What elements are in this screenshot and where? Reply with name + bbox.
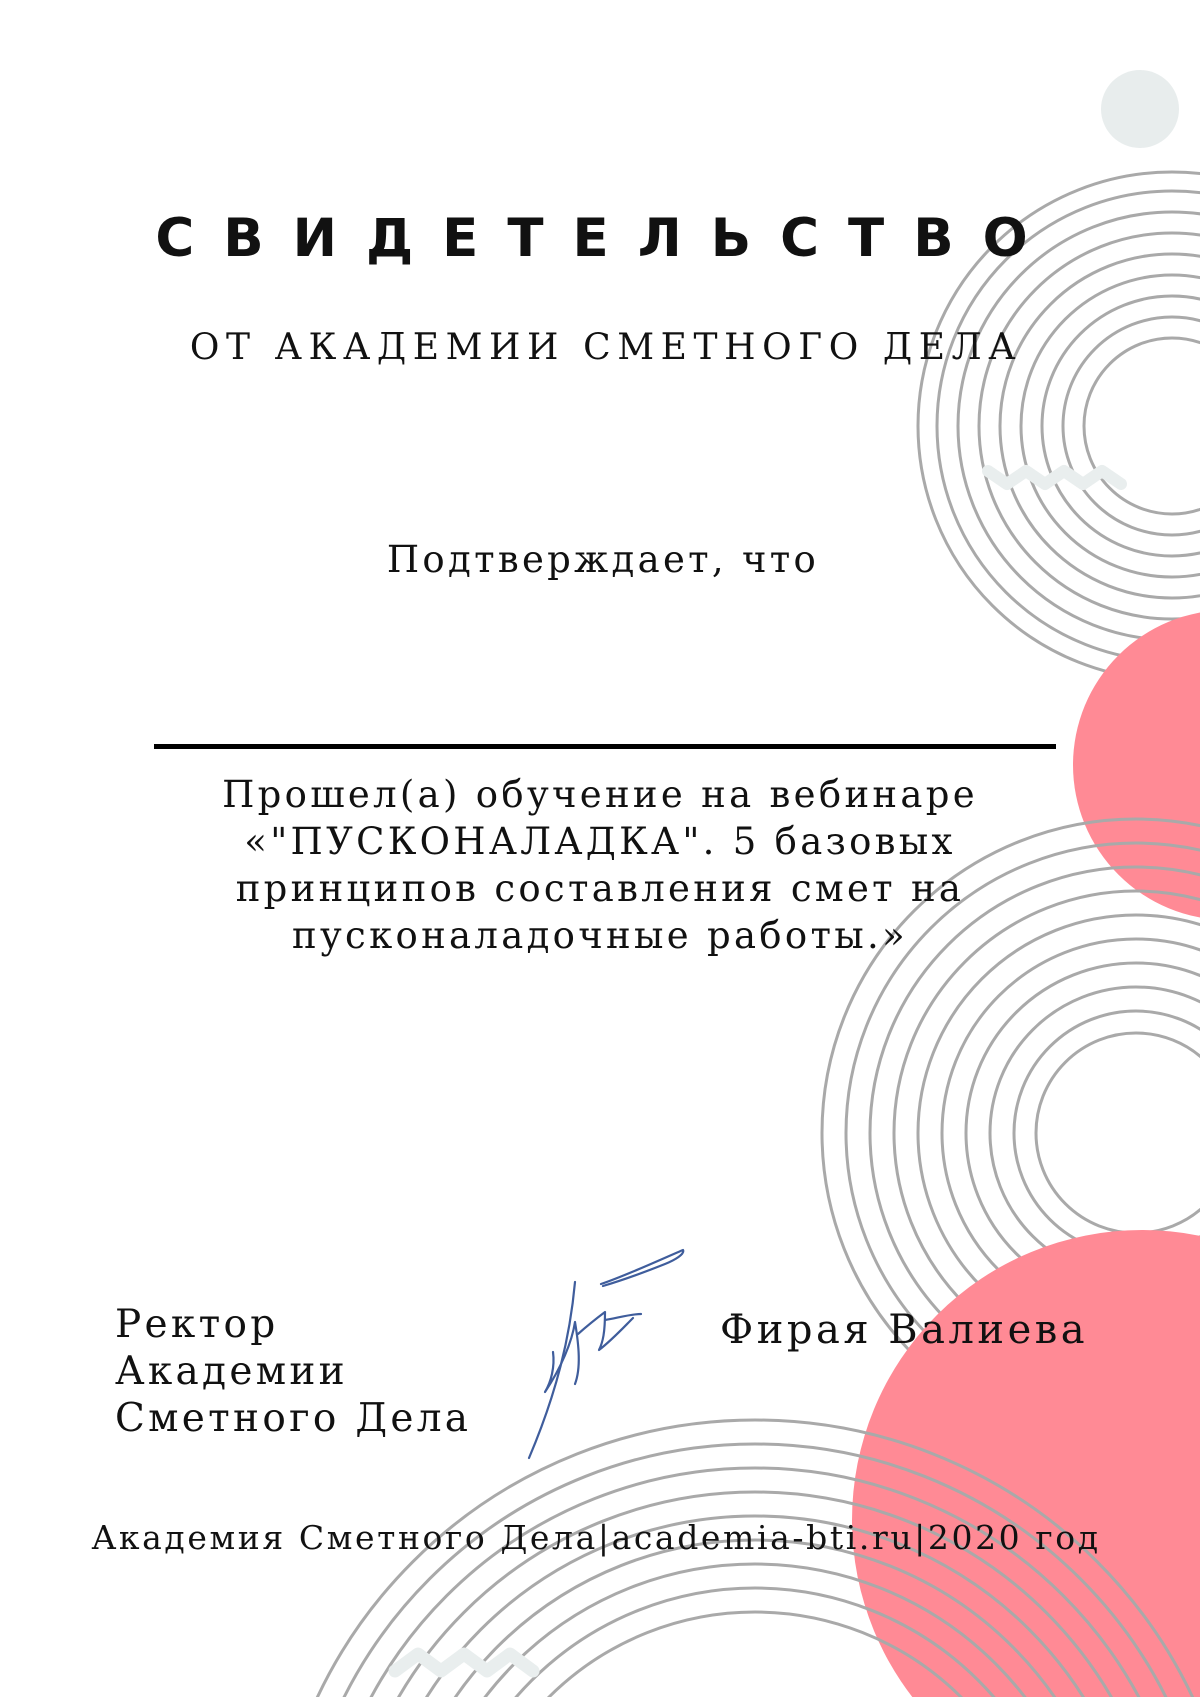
course-line: «"ПУСКОНАЛАДКА". 5 базовых xyxy=(244,820,956,863)
rector-name: Фирая Валиева xyxy=(720,1307,1089,1353)
signature-stroke xyxy=(578,1312,633,1350)
certificate-footer: Академия Сметного Дела|academia-bti.ru|2020 год xyxy=(91,1518,1101,1557)
confirmation-text: Подтверждает, что xyxy=(386,538,820,581)
rector-title-line: Академии xyxy=(115,1349,348,1394)
course-line: Прошел(а) обучение на вебинаре xyxy=(222,773,978,816)
concentric-circle xyxy=(1036,1033,1200,1233)
course-line: принципов составления смет на xyxy=(235,867,965,910)
gray-dot xyxy=(1101,70,1179,148)
rector-title-line: Ректор xyxy=(115,1302,279,1347)
concentric-circle xyxy=(1014,1011,1200,1255)
certificate-title: СВИДЕТЕЛЬСТВО xyxy=(155,208,1057,269)
signature-stroke xyxy=(601,1250,683,1286)
course-line: пусконаладочные работы.» xyxy=(292,914,908,957)
rector-title-line: Сметного Дела xyxy=(115,1396,472,1441)
signature-stroke xyxy=(605,1314,641,1320)
rector-signature xyxy=(515,1242,695,1468)
rector-title xyxy=(115,1301,471,1442)
course-description xyxy=(150,771,1050,959)
recipient-name-line xyxy=(154,744,1056,749)
issuer-subtitle: ОТ АКАДЕМИИ СМЕТНОГО ДЕЛА xyxy=(189,327,1023,368)
pink-circle-top xyxy=(1073,610,1200,920)
concentric-circle xyxy=(1021,275,1200,577)
